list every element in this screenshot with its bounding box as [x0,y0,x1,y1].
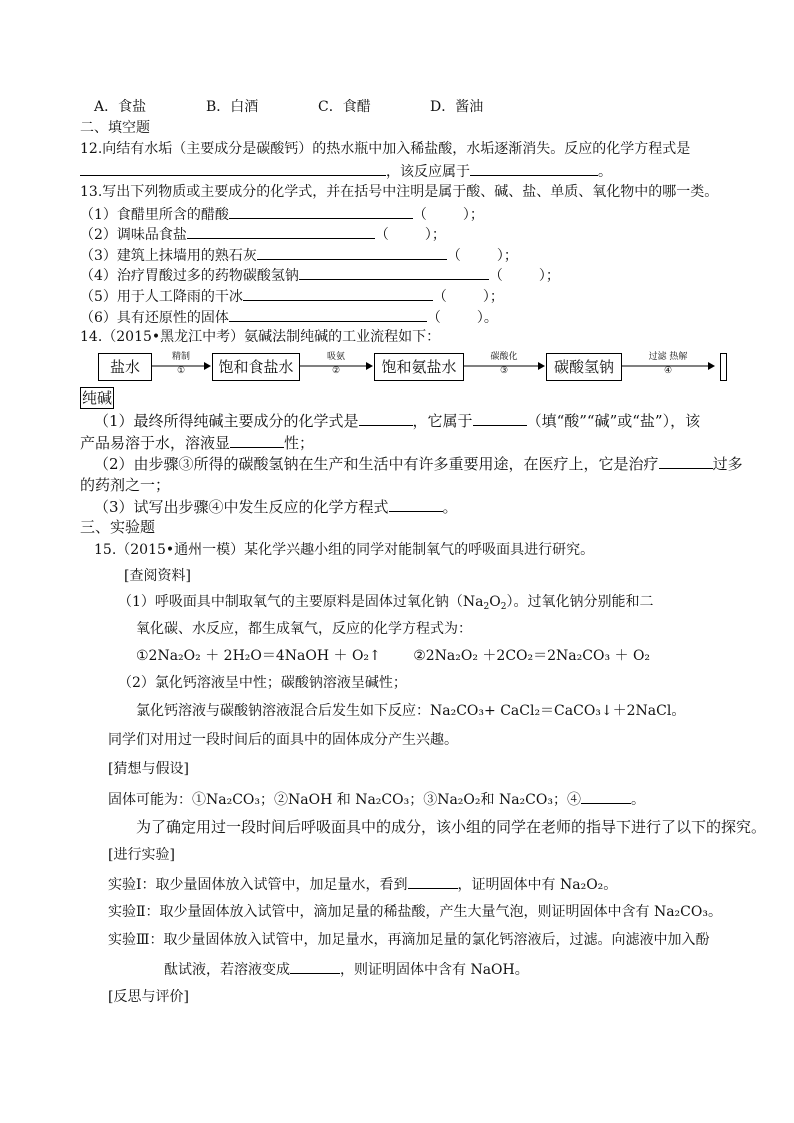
hypothesis-line: 固体可能为：①Na₂CO₃；②NaOH 和 Na₂CO₃；③Na₂O₂和 Na₂CO₃；④ 。 [108,788,645,810]
flow-arrow-1: 精制 ① [150,353,212,383]
q13-item-3: （3）建筑上抹墙用的熟石灰 （ ）； [80,244,518,266]
process-flow [80,353,740,383]
q14-blank-property[interactable] [230,432,284,448]
heading-reflection: [反思与评价] [108,989,189,1005]
experiment-2: 实验Ⅱ：取少量固体放入试管中，滴加足量的稀盐酸，产生大量气泡，则证明固体中含有 Na₂CO₃。 [108,904,722,920]
q12-line1: 12.向结有水垢（主要成分是碳酸钙）的热水瓶中加入稀盐酸，水垢逐渐消失。反应的化学方程式是 [80,141,691,157]
q11-options [94,97,483,117]
q12-line2: ，该反应属于 。 [80,160,612,182]
flow-box-soda-ash: 纯碱 [82,389,113,407]
q14-part2-line2: 的药剂之一； [80,476,171,494]
flow-arrow-4: 过滤 热解 ④ [620,353,716,383]
q14-blank-equation[interactable] [389,496,443,512]
q13-item-2: （2）调味品食盐 （ ）； [80,223,446,245]
flow-box-saturated-brine: 饱和食盐水 [212,353,300,381]
ref-3: 氯化钙溶液与碳酸钠溶液混合后发生如下反应：Na₂CO₃+ CaCl₂＝CaCO₃↓＋2NaCl。 [136,703,686,719]
formula-blank[interactable] [257,244,447,260]
formula-blank[interactable] [243,285,433,301]
purpose-line: 为了确定用过一段时间后呼吸面具中的成分，该小组的同学在老师的指导下进行了以下的探究。 [136,818,767,836]
hypothesis-blank[interactable] [581,788,631,804]
flow-box-brine: 盐水 [98,353,152,381]
q13-item-6: （6）具有还原性的固体 （ ）。 [80,306,498,328]
experiment-1: 实验Ⅰ：取少量固体放入试管中，加足量水，看到 ，证明固体中有 Na₂O₂。 [108,873,617,895]
option-c: C．食醋 [318,99,371,115]
option-d: D．酱油 [430,99,484,115]
experiment-3-line2: 酞试液，若溶液变成 ，则证明固体中含有 NaOH。 [164,958,529,980]
q14-blank-class[interactable] [473,410,527,426]
q15-title: 15.（2015•通州一模）某化学兴趣小组的同学对能制氧气的呼吸面具进行研究。 [94,542,595,558]
q12-blank-equation[interactable] [80,160,386,176]
formula-blank[interactable] [229,203,413,219]
ref-1-line1: （1）呼吸面具中制取氧气的主要原料是固体过氧化钠$(Na_2O_2)$。过氧化钠分别能和二 [118,594,654,612]
flow-box-empty [720,353,727,381]
flow-box-ammoniated-brine: 饱和氨盐水 [374,353,464,381]
heading-hypothesis: [猜想与假设] [108,761,189,777]
q14-part2-line1: （2）由步骤③所得的碳酸氢钠在生产和生活中有许多重要用途，在医疗上，它是治疗 过多 [94,455,743,473]
formula-blank[interactable] [187,223,375,239]
heading-references: [查阅资料] [124,568,191,584]
experiment-1-blank[interactable] [408,873,458,889]
section-experiment: 三、实验题 [80,518,156,536]
q14-blank-formula[interactable] [359,410,413,426]
q13-title: 13.写出下列物质或主要成分的化学式，并在括号中注明是属于酸、碱、盐、单质、氧化物中的哪一类。 [80,184,719,200]
flow-box-sodium-bicarbonate: 碳酸氢钠 [546,353,622,381]
ref-2: （2）氯化钙溶液呈中性；碳酸钠溶液呈碱性； [118,675,407,691]
q14-title: 14.（2015•黑龙江中考）氨碱法制纯碱的工业流程如下： [80,329,441,345]
experiment-3-blank[interactable] [290,958,340,974]
option-a: A．食盐 [94,99,147,115]
interest-line: 同学们对用过一段时间后的面具中的固体成分产生兴趣。 [108,732,458,748]
option-b: B．白酒 [206,99,259,115]
q13-item-5: （5）用于人工降雨的干冰 （ ）； [80,285,504,307]
ref-1-line2: 氧化碳、水反应，都生成氧气，反应的化学方程式为： [136,621,472,637]
q14-blank-treatment[interactable] [659,453,713,469]
experiment-3-line1: 实验Ⅲ：取少量固体放入试管中，加足量水，再滴加足量的氯化钙溶液后，过滤。向滤液中加入酚 [108,932,710,948]
flow-arrow-3: 碳酸化 ③ [462,353,546,383]
formula-blank[interactable] [299,264,489,280]
q14-part3: （3）试写出步骤④中发生反应的化学方程式 。 [94,498,458,516]
section-fill-blank: 二、填空题 [80,120,150,136]
flow-arrow-2: 吸氨 ② [298,353,374,383]
q12-blank-type[interactable] [470,160,598,176]
q14-part1-line1: （1）最终所得纯碱主要成分的化学式是 ，它属于 （填“酸”“碱”或“盐”），该 [94,412,701,430]
q14-part1-line2: 产品易溶于水，溶液显 性； [80,434,315,452]
q13-item-1: （1）食醋里所含的醋酸 （ ）； [80,203,484,225]
q13-item-4: （4）治疗胃酸过多的药物碳酸氢钠 （ ）； [80,264,560,286]
formula-blank[interactable] [229,306,427,322]
ref-equations: ①2Na₂O₂ ＋ 2H₂O＝4NaOH ＋ O₂↑ ②2Na₂O₂ ＋2CO₂＝2Na₂CO₃ ＋ O₂ [136,648,651,664]
heading-experiment: [进行实验] [108,847,175,863]
